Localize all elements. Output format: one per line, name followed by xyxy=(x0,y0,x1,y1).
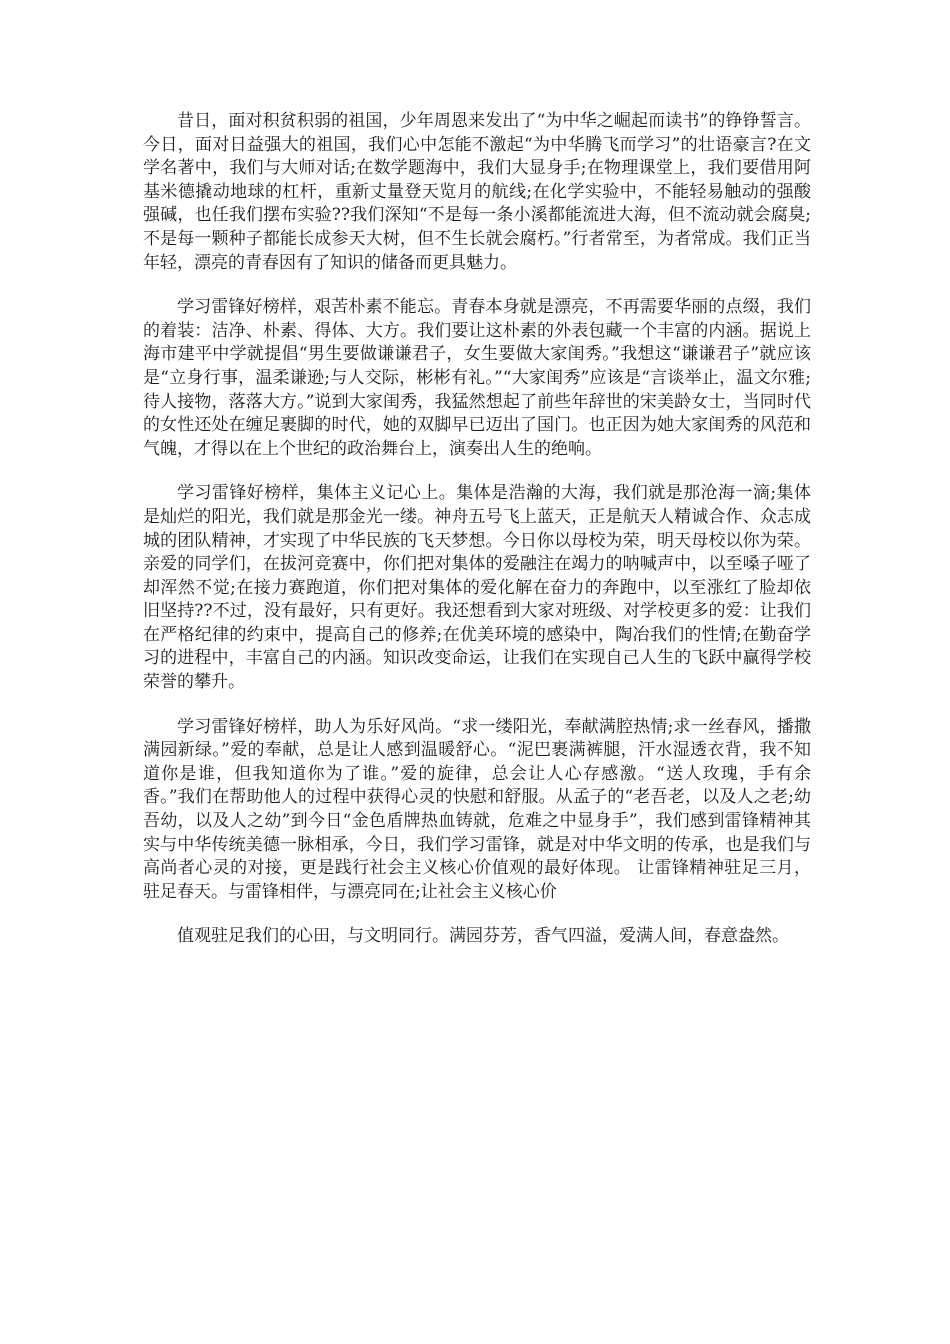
paragraph-collectivism: 学习雷锋好榜样，集体主义记心上。集体是浩瀚的大海，我们就是那沧海一滴;集体是灿烂的阳光，我们就是那金光一缕。神舟五号飞上蓝天，正是航天人精诚合作、众志成城的团队精神，才实现了中华民族的飞天梦想。今日你以母校为荣，明天母校以你为荣。亲爱的同学们，在拔河竞赛中，你们把对集体的爱融注在竭力的呐喊声中，以至嗓子哑了却浑然不觉;在接力赛跑道，你们把对集体的爱化解在奋力的奔跑中，以至涨红了脸却依旧坚持??不过，没有最好，只有更好。我还想看到大家对班级、对学校更多的爱：让我们在严格纪律的约束中，提高自己的修养;在优美环境的感染中，陶冶我们的性情;在勤奋学习的进程中，丰富自己的内涵。知识改变命运，让我们在实现自己人生的飞跃中赢得学校荣誉的攀升。 xyxy=(143,483,811,693)
paragraph-simplicity: 学习雷锋好榜样，艰苦朴素不能忘。青春本身就是漂亮，不再需要华丽的点缀，我们的着装：洁净、朴素、得体、大方。我们要让这朴素的外表包藏一个丰富的内涵。据说上海市建平中学就提倡“男生要做谦谦君子，女生要做大家闺秀。”我想这“谦谦君子”就应该是“立身行事，温柔谦逊;与人交际，彬彬有礼。”“大家闺秀”应该是“言谈举止，温文尔雅;待人接物，落落大方。”说到大家闺秀，我猛然想起了前些年辞世的宋美龄女士，当同时代的女性还处在缠足裹脚的时代，她的双脚早已迈出了国门。也正因为她大家闺秀的风范和气魄，才得以在上个世纪的政治舞台上，演奏出人生的绝响。 xyxy=(143,297,811,459)
paragraph-closing: 值观驻足我们的心田，与文明同行。满园芬芳，香气四溢，爱满人间，春意盎然。 xyxy=(177,926,789,947)
document-body xyxy=(143,110,811,970)
paragraph-helping-others: 学习雷锋好榜样，助人为乐好风尚。“求一缕阳光，奉献满腔热情;求一丝春风，播撒满园新绿。”爱的奉献，总是让人感到温暖舒心。“泥巴裹满裤腿，汗水湿透衣背，我不知道你是谁，但我知道你为了谁。”爱的旋律，总会让人心存感激。“送人玫瑰，手有余香。”我们在帮助他人的过程中获得心灵的快慰和舒服。从孟子的“老吾老，以及人之老;幼吾幼，以及人之幼”到今日“金色盾牌热血铸就，危难之中显身手”，我们感到雷锋精神其实与中华传统美德一脉相承，今日，我们学习雷锋，就是对中华文明的传承，也是我们与高尚者心灵的对接，更是践行社会主义核心价值观的最好体现。 让雷锋精神驻足三月，驻足春天。与雷锋相伴，与漂亮同在;让社会主义核心价 xyxy=(143,716,811,902)
paragraph-study-motivation: 昔日，面对积贫积弱的祖国，少年周恩来发出了“为中华之崛起而读书”的铮铮誓言。今日，面对日益强大的祖国，我们心中怎能不激起“为中华腾飞而学习”的壮语豪言?在文学名著中，我们与大师对话;在数学题海中，我们大显身手;在物理课堂上，我们要借用阿基米德撬动地球的杠杆，重新丈量登天览月的航线;在化学实验中，不能轻易触动的强酸强碱，也任我们摆布实验??我们深知“不是每一条小溪都能流进大海，但不流动就会腐臭;不是每一颗种子都能长成参天大树，但不生长就会腐朽。”行者常至，为者常成。我们正当年轻，漂亮的青春因有了知识的储备而更具魅力。 xyxy=(143,111,811,273)
